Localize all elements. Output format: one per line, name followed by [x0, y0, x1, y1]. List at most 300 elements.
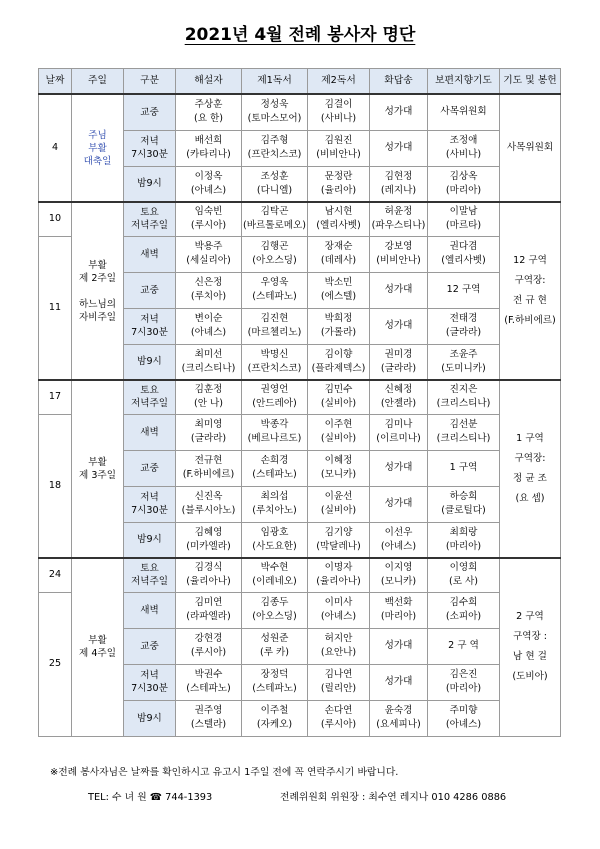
mass-type-cell	[124, 628, 176, 664]
column-header: 제1독서	[242, 69, 308, 95]
volunteer-baptismal-name: (사비나)	[320, 113, 357, 125]
volunteer-cell	[370, 130, 428, 166]
volunteer-cell	[370, 236, 428, 272]
volunteer-name: 이영희	[449, 562, 478, 574]
volunteer-baptismal-name: (마리아)	[445, 683, 482, 694]
schedule-row	[39, 380, 561, 414]
volunteer-baptismal-name: (막달레나)	[316, 540, 361, 552]
sunday-cell	[72, 558, 124, 736]
volunteer-name: 성가대	[384, 106, 413, 118]
volunteer-name: 변이순	[194, 313, 223, 324]
date-cell: 10	[39, 202, 72, 236]
volunteer-name: 김종두	[260, 597, 289, 608]
sunday-label: 부활	[88, 142, 107, 154]
mass-type-label: 토요	[140, 207, 159, 219]
offering-cell	[500, 94, 561, 202]
volunteer-cell	[176, 664, 242, 700]
volunteer-cell	[308, 272, 370, 308]
volunteer-cell	[308, 94, 370, 130]
column-header: 해설자	[176, 69, 242, 95]
volunteer-cell	[176, 380, 242, 414]
mass-type-cell	[124, 558, 176, 592]
volunteer-baptismal-name: (실비아)	[320, 433, 357, 444]
schedule-row	[39, 94, 561, 130]
volunteer-cell	[242, 94, 308, 130]
mass-type-label: 7시30분	[131, 149, 168, 160]
volunteer-name: 남시현	[324, 206, 353, 218]
volunteer-name: 김현정	[384, 170, 413, 182]
sunday-cell	[72, 94, 124, 202]
volunteer-cell	[308, 344, 370, 380]
volunteer-cell	[308, 166, 370, 202]
offering-label: 구역장 :	[512, 631, 548, 643]
volunteer-baptismal-name: (마르타)	[445, 220, 482, 232]
volunteer-cell	[308, 628, 370, 664]
volunteer-cell	[242, 486, 308, 522]
offering-label: 남 현 걸	[513, 651, 547, 663]
mass-type-label: 교중	[140, 462, 159, 474]
volunteer-cell	[428, 202, 500, 236]
volunteer-cell	[370, 664, 428, 700]
volunteer-baptismal-name: (바르톨로메오)	[242, 220, 307, 232]
volunteer-name: 이말남	[449, 206, 478, 218]
volunteer-cell	[308, 414, 370, 450]
volunteer-cell	[242, 130, 308, 166]
volunteer-cell	[370, 486, 428, 522]
volunteer-name: 박용주	[194, 241, 223, 252]
volunteer-baptismal-name: (아녜스)	[380, 540, 417, 552]
volunteer-cell	[176, 236, 242, 272]
page-title: 2021년 4월 전례 봉사자 명단	[184, 25, 416, 45]
volunteer-name: 김경식	[194, 562, 223, 574]
volunteer-baptismal-name: (에스텔)	[320, 291, 357, 302]
volunteer-baptismal-name: (루 카)	[259, 647, 290, 658]
volunteer-baptismal-name: (비비안나)	[316, 149, 361, 160]
offering-label: 2 구역	[516, 611, 544, 623]
mass-type-label: 밤9시	[137, 712, 162, 724]
volunteer-baptismal-name: (아오스딩)	[252, 611, 297, 622]
volunteer-baptismal-name: (요 한)	[193, 113, 224, 125]
volunteer-name: 이미사	[324, 597, 353, 608]
schedule-row	[39, 558, 561, 592]
mass-type-label: 7시30분	[131, 683, 168, 694]
volunteer-name: 이주현	[324, 419, 353, 430]
offering-label: 1 구역	[516, 433, 544, 444]
volunteer-name: 조성훈	[260, 170, 289, 182]
offering-cell	[500, 380, 561, 558]
volunteer-baptismal-name: (글라라)	[190, 433, 227, 444]
volunteer-baptismal-name: (이레네오)	[252, 576, 297, 588]
volunteer-cell	[308, 202, 370, 236]
offering-label: 전 규 현	[513, 295, 547, 306]
footer-phone: TEL: 수 녀 원 ☎ 744-1393	[88, 792, 213, 803]
volunteer-name: 성가대	[384, 462, 413, 473]
volunteer-cell	[308, 130, 370, 166]
mass-type-cell	[124, 130, 176, 166]
mass-type-label: 7시30분	[131, 505, 168, 516]
volunteer-cell	[176, 558, 242, 592]
volunteer-cell	[176, 166, 242, 202]
volunteer-name: 장정덕	[260, 669, 289, 680]
mass-type-cell	[124, 592, 176, 628]
volunteer-name: 김은진	[449, 669, 478, 680]
mass-type-cell	[124, 166, 176, 202]
volunteer-cell	[176, 130, 242, 166]
volunteer-name: 성가대	[384, 142, 413, 153]
volunteer-name: 김미연	[194, 597, 223, 608]
volunteer-name: 배선희	[194, 135, 223, 146]
volunteer-cell	[242, 414, 308, 450]
volunteer-baptismal-name: (안드레아)	[252, 398, 297, 410]
sunday-label: 부활	[88, 457, 107, 468]
volunteer-cell	[428, 628, 500, 664]
volunteer-baptismal-name: (크리스티나)	[436, 398, 491, 410]
volunteer-cell	[428, 272, 500, 308]
volunteer-baptismal-name: (루시아)	[320, 719, 357, 730]
volunteer-cell	[242, 592, 308, 628]
volunteer-baptismal-name: (루시아)	[190, 220, 227, 232]
mass-type-cell	[124, 522, 176, 558]
volunteer-name: 김결이	[324, 99, 353, 111]
volunteer-name: 박소민	[324, 277, 353, 288]
volunteer-baptismal-name: (사도요한)	[252, 540, 297, 552]
volunteer-cell	[428, 344, 500, 380]
volunteer-cell	[242, 236, 308, 272]
volunteer-baptismal-name: (세실리아)	[186, 255, 231, 266]
sunday-cell	[72, 202, 124, 380]
volunteer-name: 이지영	[384, 562, 413, 574]
volunteer-name: 12 구역	[446, 284, 481, 295]
volunteer-baptismal-name: (데레사)	[320, 255, 357, 266]
offering-label: 정 균 조	[513, 473, 547, 484]
volunteer-name: 김수희	[449, 597, 478, 608]
volunteer-baptismal-name: (베르나르도)	[247, 433, 302, 444]
volunteer-baptismal-name: (율리아나)	[186, 576, 231, 588]
volunteer-baptismal-name: (프란치스코)	[247, 149, 302, 160]
volunteer-name: 조정애	[449, 135, 478, 146]
volunteer-cell	[242, 628, 308, 664]
volunteer-baptismal-name: (아녜스)	[190, 327, 227, 338]
volunteer-name: 최의섭	[260, 491, 289, 502]
volunteer-baptismal-name: (블루시아노)	[181, 505, 236, 516]
volunteer-name: 김나연	[324, 669, 353, 680]
volunteer-cell	[428, 558, 500, 592]
volunteer-name: 사목위원회	[440, 106, 487, 118]
mass-type-label: 저녁주일	[130, 220, 169, 232]
column-header: 제2독서	[308, 69, 370, 95]
volunteer-name: 임숙빈	[194, 206, 223, 218]
notice-text: ※전례 봉사자님은 날짜를 확인하시고 유고시 1주일 전에 꼭 연락주시기 바랍니다.	[50, 767, 399, 778]
volunteer-cell	[308, 558, 370, 592]
volunteer-cell	[176, 202, 242, 236]
mass-type-cell	[124, 486, 176, 522]
volunteer-name: 성가대	[384, 284, 413, 295]
mass-type-label: 저녁주일	[130, 576, 169, 588]
sunday-label: 대축일	[83, 155, 112, 167]
volunteer-name: 김상옥	[449, 170, 478, 182]
mass-type-label: 저녁	[140, 136, 159, 147]
mass-type-label: 교중	[140, 284, 159, 296]
volunteer-baptismal-name: (아오스딩)	[252, 255, 297, 266]
volunteer-baptismal-name: (아녜스)	[320, 611, 357, 622]
volunteer-baptismal-name: (가롤라)	[320, 327, 357, 338]
volunteer-name: 성가대	[384, 498, 413, 509]
volunteer-cell	[370, 94, 428, 130]
volunteer-cell	[176, 414, 242, 450]
volunteer-baptismal-name: (스테파노)	[252, 291, 297, 302]
volunteer-cell	[176, 308, 242, 344]
volunteer-baptismal-name: (스테파노)	[252, 683, 297, 694]
volunteer-baptismal-name: (글라라)	[445, 327, 482, 338]
volunteer-baptismal-name: (아녜스)	[190, 184, 227, 196]
volunteer-cell	[308, 700, 370, 736]
volunteer-cell	[428, 592, 500, 628]
volunteer-cell	[428, 380, 500, 414]
mass-type-cell	[124, 380, 176, 414]
volunteer-baptismal-name: (플라제덱스)	[311, 362, 366, 374]
volunteer-cell	[370, 166, 428, 202]
mass-type-label: 교중	[140, 106, 159, 118]
volunteer-name: 윤숙경	[384, 705, 413, 716]
mass-type-label: 새벽	[140, 426, 159, 438]
volunteer-cell	[428, 450, 500, 486]
column-header: 주일	[72, 69, 124, 95]
volunteer-cell	[428, 166, 500, 202]
volunteer-cell	[242, 272, 308, 308]
volunteer-cell	[242, 166, 308, 202]
volunteer-cell	[176, 522, 242, 558]
volunteer-name: 주미향	[449, 705, 478, 716]
volunteer-baptismal-name: (루치아노)	[252, 505, 297, 516]
volunteer-cell	[370, 592, 428, 628]
volunteer-name: 최미영	[194, 419, 223, 430]
volunteer-cell	[308, 664, 370, 700]
mass-type-label: 저녁	[140, 314, 159, 325]
volunteer-baptismal-name: (크리스티나)	[436, 433, 491, 444]
date-cell: 18	[39, 414, 72, 558]
volunteer-baptismal-name: (스테파노)	[252, 469, 297, 480]
volunteer-cell	[370, 344, 428, 380]
volunteer-name: 권주영	[194, 705, 223, 716]
volunteer-name: 김원진	[324, 135, 353, 146]
volunteer-name: 장재순	[324, 241, 353, 252]
volunteer-baptismal-name: (크리스티나)	[181, 362, 236, 374]
volunteer-name: 이정옥	[194, 170, 223, 182]
volunteer-name: 김기양	[324, 526, 353, 538]
mass-type-label: 새벽	[140, 248, 159, 260]
volunteer-baptismal-name: (모니카)	[320, 469, 357, 480]
volunteer-cell	[370, 700, 428, 736]
date-cell: 4	[39, 94, 72, 202]
sunday-label: 부활	[88, 635, 107, 647]
mass-type-cell	[124, 344, 176, 380]
volunteer-name: 전규현	[194, 455, 223, 466]
sunday-label: 제 2주일	[79, 272, 116, 284]
volunteer-name: 하승희	[449, 491, 478, 502]
volunteer-cell	[176, 344, 242, 380]
volunteer-cell	[176, 628, 242, 664]
volunteer-baptismal-name: (마리아)	[445, 184, 482, 196]
volunteer-name: 박수현	[260, 562, 289, 574]
volunteer-baptismal-name: (아녜스)	[445, 719, 482, 730]
volunteer-cell	[308, 236, 370, 272]
volunteer-baptismal-name: (미카엘라)	[186, 540, 231, 552]
volunteer-baptismal-name: (글라라)	[380, 362, 417, 374]
volunteer-baptismal-name: (스텔라)	[190, 719, 227, 730]
volunteer-name: 신혜정	[384, 384, 413, 396]
volunteer-cell	[370, 414, 428, 450]
volunteer-name: 김혜영	[194, 526, 223, 538]
volunteer-name: 강보영	[384, 241, 413, 252]
offering-label: (요 셉)	[515, 493, 545, 504]
volunteer-name: 주상훈	[194, 99, 223, 111]
mass-type-cell	[124, 414, 176, 450]
volunteer-cell	[242, 450, 308, 486]
sunday-label: 부활	[88, 259, 107, 271]
offering-label: 구역장:	[514, 453, 546, 464]
volunteer-name: 신진옥	[194, 491, 223, 502]
volunteer-baptismal-name: (레지나)	[380, 184, 417, 196]
mass-type-label: 밤9시	[137, 178, 162, 190]
volunteer-name: 김이향	[324, 348, 353, 360]
volunteer-baptismal-name: (F.하비에르)	[182, 469, 235, 480]
volunteer-cell	[308, 592, 370, 628]
volunteer-cell	[242, 380, 308, 414]
volunteer-cell	[370, 558, 428, 592]
volunteer-baptismal-name: (라파엘라)	[186, 611, 231, 622]
volunteer-baptismal-name: (루치아)	[190, 291, 227, 302]
volunteer-name: 조윤주	[449, 348, 478, 360]
volunteer-name: 김선분	[449, 419, 478, 430]
volunteer-cell	[370, 308, 428, 344]
mass-type-label: 교중	[140, 640, 159, 652]
volunteer-name: 박종각	[260, 419, 289, 430]
mass-type-cell	[124, 308, 176, 344]
volunteer-name: 김미나	[384, 419, 413, 430]
volunteer-name: 백선화	[384, 597, 413, 608]
mass-type-cell	[124, 700, 176, 736]
volunteer-cell	[308, 450, 370, 486]
volunteer-name: 박권수	[194, 669, 223, 680]
volunteer-cell	[176, 486, 242, 522]
column-header: 날짜	[39, 69, 72, 95]
volunteer-name: 신은정	[194, 277, 223, 288]
volunteer-baptismal-name: (이르미나)	[376, 433, 421, 444]
volunteer-cell	[428, 236, 500, 272]
volunteer-cell	[242, 664, 308, 700]
mass-type-label: 저녁주일	[130, 398, 169, 410]
volunteer-baptismal-name: (율리아나)	[316, 576, 361, 588]
volunteer-cell	[428, 522, 500, 558]
volunteer-cell	[370, 380, 428, 414]
volunteer-baptismal-name: (안젤라)	[380, 398, 417, 410]
volunteer-name: 문정란	[324, 170, 353, 182]
volunteer-name: 김민수	[324, 384, 353, 396]
volunteer-cell	[428, 414, 500, 450]
volunteer-name: 진지은	[449, 384, 478, 396]
volunteer-baptismal-name: (엘리사벳)	[316, 220, 361, 232]
date-cell: 17	[39, 380, 72, 414]
offering-label: 12 구역	[513, 255, 547, 266]
volunteer-name: 2 구 역	[448, 640, 479, 651]
date-cell: 25	[39, 592, 72, 736]
volunteer-baptismal-name: (스테파노)	[186, 683, 231, 694]
mass-type-label: 밤9시	[137, 534, 162, 546]
volunteer-name: 성가대	[384, 640, 413, 651]
offering-label: 사목위원회	[506, 142, 554, 153]
volunteer-baptismal-name: (자케오)	[256, 719, 293, 730]
mass-type-label: 저녁	[140, 670, 159, 681]
volunteer-baptismal-name: (엘리사벳)	[441, 255, 486, 266]
volunteer-baptismal-name: (카타리나)	[186, 149, 231, 160]
volunteer-cell	[428, 700, 500, 736]
volunteer-name: 이혜정	[324, 455, 353, 466]
volunteer-name: 최희랑	[449, 526, 478, 538]
volunteer-cell	[428, 486, 500, 522]
volunteer-name: 이선우	[384, 526, 413, 538]
volunteer-cell	[428, 664, 500, 700]
volunteer-cell	[242, 344, 308, 380]
volunteer-name: 정성욱	[260, 99, 289, 111]
volunteer-baptismal-name: (릴리안)	[320, 683, 357, 694]
mass-type-label: 7시30분	[131, 327, 168, 338]
volunteer-cell	[242, 558, 308, 592]
volunteer-baptismal-name: (루시아)	[190, 647, 227, 658]
volunteer-baptismal-name: (파우스티나)	[371, 220, 426, 232]
volunteer-baptismal-name: (다니엘)	[256, 184, 293, 196]
volunteer-baptismal-name: (소피아)	[445, 611, 482, 622]
volunteer-baptismal-name: (마르첼리노)	[247, 327, 302, 338]
mass-type-cell	[124, 236, 176, 272]
volunteer-name: 김탁곤	[260, 206, 289, 218]
volunteer-baptismal-name: (율리아)	[320, 184, 357, 196]
volunteer-name: 손희경	[260, 455, 289, 466]
sunday-label: 제 3주일	[79, 470, 116, 481]
volunteer-name: 박명신	[260, 348, 289, 360]
sunday-label: 주님	[88, 129, 107, 141]
volunteer-baptismal-name: (마리아)	[445, 540, 482, 552]
volunteer-name: 이주철	[260, 705, 289, 716]
volunteer-name: 허지안	[324, 633, 353, 644]
volunteer-baptismal-name: (로 사)	[448, 576, 479, 588]
volunteer-baptismal-name: (사비나)	[445, 149, 482, 160]
mass-type-label: 밤9시	[137, 356, 162, 368]
volunteer-cell	[428, 130, 500, 166]
volunteer-baptismal-name: (실비아)	[320, 505, 357, 516]
volunteer-name: 이윤선	[324, 491, 353, 502]
volunteer-cell	[176, 700, 242, 736]
volunteer-name: 권다겸	[449, 241, 478, 252]
sunday-cell	[72, 380, 124, 558]
volunteer-baptismal-name: (실비아)	[320, 398, 357, 410]
sunday-label: 자비주일	[78, 311, 117, 323]
volunteer-cell	[176, 94, 242, 130]
volunteer-baptismal-name: (프란치스코)	[247, 362, 302, 374]
date-cell: 11	[39, 236, 72, 380]
column-header: 화답송	[370, 69, 428, 95]
volunteer-name: 우영욱	[260, 277, 289, 288]
volunteer-name: 권영언	[260, 384, 289, 396]
volunteer-cell	[242, 308, 308, 344]
volunteer-name: 권미경	[384, 348, 413, 360]
volunteer-name: 성가대	[384, 320, 413, 331]
mass-type-cell	[124, 450, 176, 486]
offering-label: 구역장:	[514, 275, 546, 286]
mass-type-cell	[124, 202, 176, 236]
volunteer-cell	[308, 486, 370, 522]
volunteer-cell	[428, 308, 500, 344]
volunteer-name: 강현경	[194, 633, 223, 644]
